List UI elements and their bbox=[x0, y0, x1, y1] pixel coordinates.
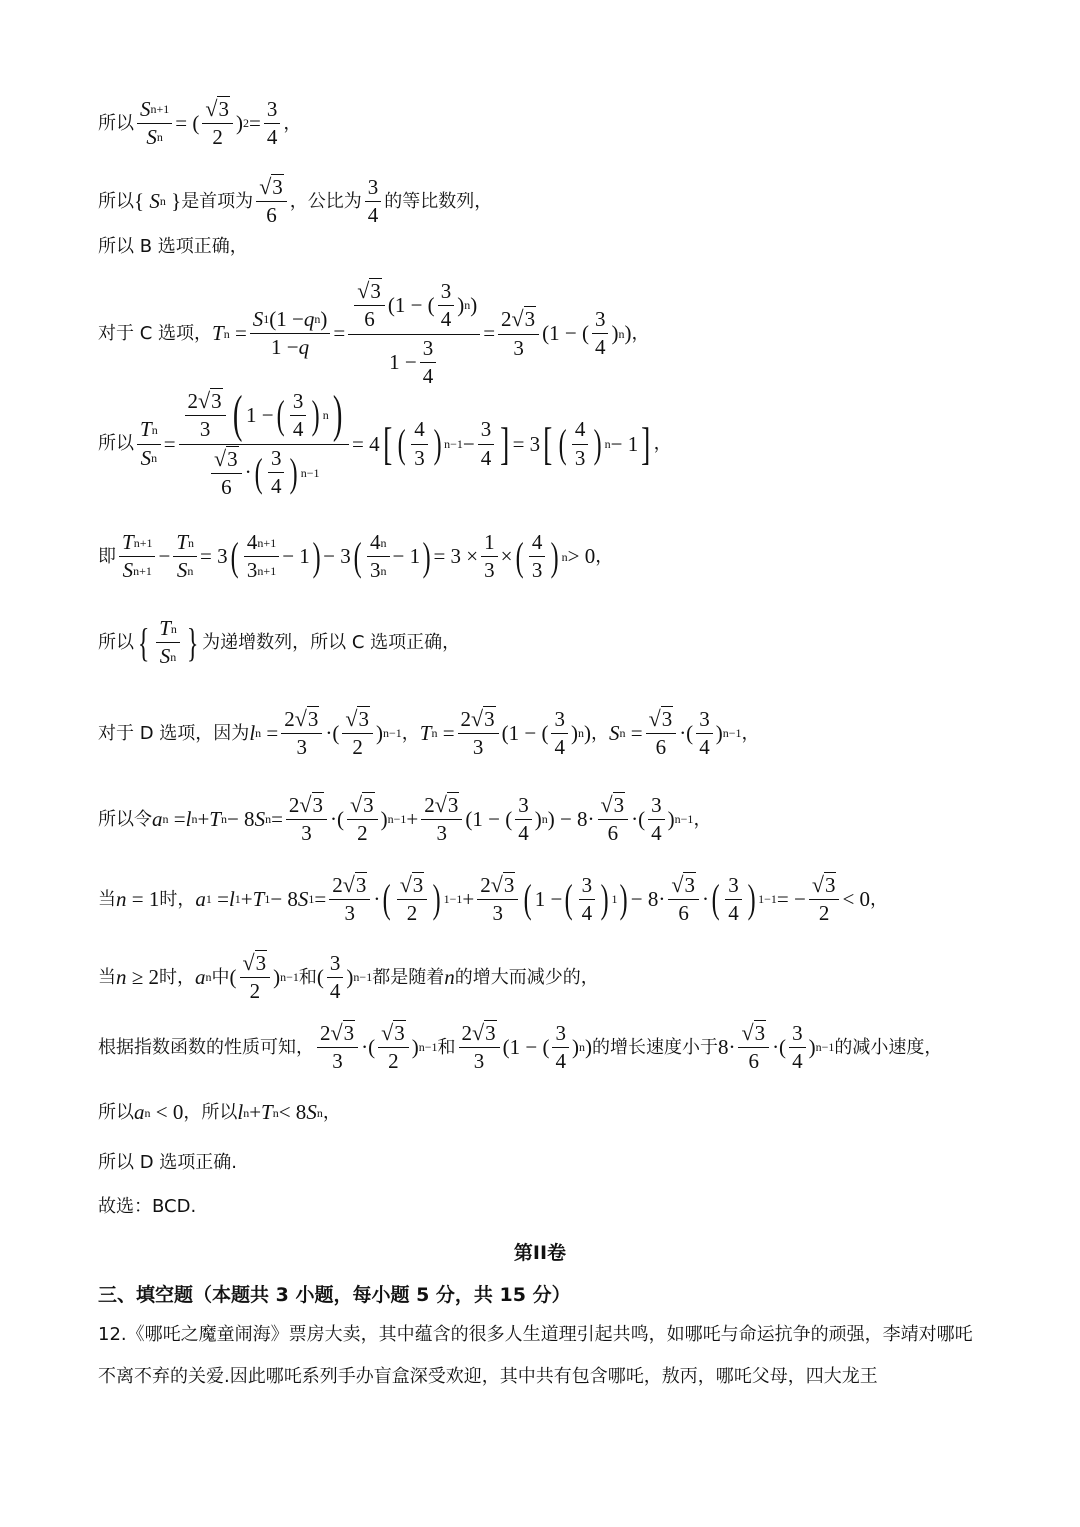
solution-line-3: 所以 B 选项正确， bbox=[98, 236, 248, 257]
solution-line-5: 所以 T n S n = 2 √ 3 3 ( 1 − ( $\frac{3}{4}$ ) n ) √ 3 6 · ( $\frac{3}{4}$ ) n−1 = 4 [ ( $\frac{4}{3}$ ) n−1 − $\frac{3}{4}$ ] = 3 [ ( $\frac{4}{3}$ ) n − 1 ] ， bbox=[98, 386, 672, 500]
formula-Tn-over-Sn: T n S n = 2 √ 3 3 ( 1 − ( $\frac{3}{4}$ ) n ) √ 3 6 · ( $\frac{3}{4}$ ) n−1 = 4 [ ( $\frac{4}{3}$ ) n−1 − $\frac{3}{4}$ ] = 3 [ ( $\frac{4}{3}$ ) n − 1 ] bbox=[134, 388, 654, 500]
section-title: 第II卷 bbox=[513, 1242, 567, 1264]
formula-defs: l n = 2 √ 3 3 ·( √ 3 2 ) n−1 ， T n = 2 √ 3 3 (1 − ( $\frac{3}{4}$ ) n ) ， S n = √ 3 6 ·( $\frac{3}{4}$ ) n−1 bbox=[249, 706, 742, 760]
solution-line-15: 故选：BCD. bbox=[98, 1196, 197, 1217]
solution-line-1: 所以 S n+1 S n = ( √ 3 2 ) 2 = $\frac{3}{4}$ ， bbox=[98, 96, 302, 150]
solution-line-13: 所以 a n < 0 ，所以 l n + T n < 8 S n ， bbox=[98, 1100, 341, 1124]
solution-line-8: 对于 D 选项，因为 l n = 2 √ 3 3 ·( √ 3 2 ) n−1 ， T n = 2 √ 3 3 (1 − ( $\frac{3}{4}$ ) n ) ， S n = √ 3 6 ·( $\frac{3}{4}$ ) n−1 ， bbox=[98, 706, 760, 760]
formula-ratio: S n+1 S n = ( √ 3 2 ) 2 = $\frac{3}{4}$ bbox=[134, 96, 283, 151]
formula-seq: { S n } bbox=[134, 188, 182, 213]
solution-line-7: 所以 { T n S n } 为递增数列，所以 C 选项正确， bbox=[98, 616, 461, 669]
formula-difference: T n+1 S n+1 − T n S n = 3 ( 4 n+1 3 n+1 − 1 ) − 3 ( 4 n 3 n − 1 ) = 3 × $\frac{1}{3}$ × ( $\frac{4}{3}$ ) n > 0 bbox=[116, 530, 595, 583]
formula-a1: a 1 = l 1 + T 1 − 8 S 1 = 2 √ 3 3 · ( √ 3 2 ) 1−1 + 2 √ 3 3 ( 1 − ( $\frac{3}{4}$ ) 1 ) − 8· √ 3 6 · ( $\frac{3}{4}$ ) 1−1 = − √ 3 2 < 0 bbox=[195, 872, 871, 926]
solution-line-11: 当 n ≥ 2 时， a n 中 ( √ 3 2 ) n−1 和 ( $\frac{3}{4}$ ) n−1 都是随着 n 的增大而减少的， bbox=[98, 950, 599, 1004]
formula-Tn: T n = S 1 (1 − q n ) 1 − q = √ 3 6 (1 − ( $\frac{3}{4}$ ) n ) 1 − $\frac{3}{4}$ = 2 √ 3 3 (1 − ( $\frac{3}{4}$ ) n ) bbox=[212, 278, 632, 388]
solution-line-10: 当 n = 1 时， a 1 = l 1 + T 1 − 8 S 1 = 2 √ 3 3 · ( √ 3 2 ) 1−1 + 2 √ 3 3 ( 1 − ( $\frac{3}{4}$ ) 1 ) − 8· √ 3 6 · ( $\frac{3}{4}$ ) 1−1 = − √ 3 2 < 0 ， bbox=[98, 872, 889, 926]
formula-an: a n = l n + T n − 8 S n = 2 √ 3 3 ·( √ 3 2 ) n−1 + 2 √ 3 3 (1 − ( $\frac{3}{4}$ ) n ) − 8· √ 3 6 ·( $\frac{3}{4}$ ) n−1 bbox=[152, 792, 694, 846]
solution-line-9: 所以令 a n = l n + T n − 8 S n = 2 √ 3 3 ·( √ 3 2 ) n−1 + 2 √ 3 3 (1 − ( $\frac{3}{4}$ ) n ) − 8· √ 3 6 ·( $\frac{3}{4}$ ) n−1 ， bbox=[98, 792, 712, 846]
section-heading: 三、填空题（本题共 3 小题，每小题 5 分，共 15 分） bbox=[98, 1284, 571, 1306]
line-prefix: 所以 bbox=[98, 112, 134, 134]
formula-seq-ratio: { T n S n } bbox=[137, 616, 199, 669]
solution-line-2: 所以 { S n } 是首项为 √ 3 6 ，公比为 $\frac{3}{4}$ 的等比数列， bbox=[98, 174, 493, 228]
solution-line-4: 对于 C 选项， T n = S 1 (1 − q n ) 1 − q = √ 3 6 (1 − ( $\frac{3}{4}$ ) n ) 1 − $\frac{3}{4}$ = 2 √ 3 3 (1 − ( $\frac{3}{4}$ ) n ) ， bbox=[98, 278, 650, 388]
solution-line-12: 根据指数函数的性质可知， 2 √ 3 3 ·( √ 3 2 ) n−1 和 2 √ 3 3 (1 − ( $\frac{3}{4}$ ) n ) 的增长速度小于 8· √ 3 6 ·( $\frac{3}{4}$ ) n−1 的减小速度， bbox=[98, 1020, 943, 1074]
question-12: 12.《哪吒之魔童闹海》票房大卖，其中蕴含的很多人生道理引起共鸣，如哪吒与命运抗争的顽强，李靖对哪吒不离不弃的关爱.因此哪吒系列手办盲盒深受欢迎，其中共有包含哪吒，敖丙，哪吒父母，四大龙王 bbox=[98, 1324, 973, 1387]
solution-line-6: 即 T n+1 S n+1 − T n S n = 3 ( 4 n+1 3 n+1 − 1 ) − 3 ( 4 n 3 n − 1 ) = 3 × $\frac{1}{3}$ × ( $\frac{4}{3}$ ) n > 0 ， bbox=[98, 530, 614, 583]
solution-line-14: 所以 D 选项正确. bbox=[98, 1152, 238, 1173]
